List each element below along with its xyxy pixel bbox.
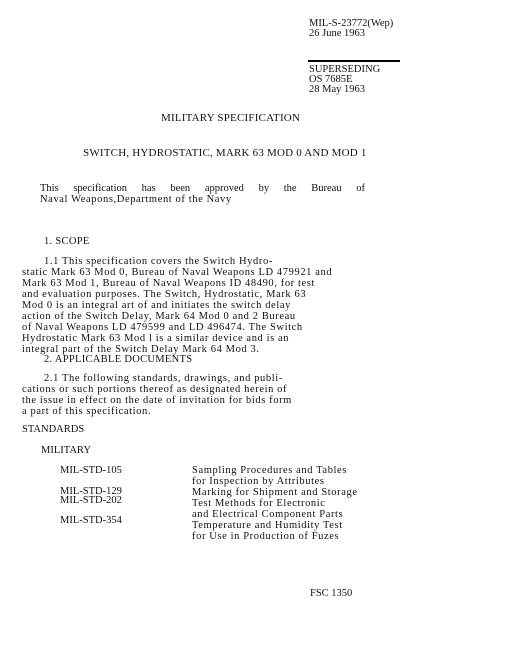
document-number: MIL-S-23772(Wep): [309, 18, 394, 29]
standard-id: MIL-STD-129: [60, 486, 122, 497]
paragraph-line: Hydrostatic Mark 63 Mod l is a similar device and is an: [22, 333, 290, 344]
paragraph-line: the issue in effect on the date of invitation for bids form: [22, 395, 292, 406]
military-sublabel: MILITARY: [41, 445, 91, 456]
description-line: Sampling Procedures and Tables: [192, 465, 348, 476]
paragraph-line: a part of this specification.: [22, 406, 152, 417]
paragraph-line: 1.1 This specification covers the Switch Hydro-: [44, 256, 273, 267]
description-line: for Use in Production of Fuzes: [192, 531, 340, 542]
spec-type-title: MILITARY SPECIFICATION: [161, 112, 301, 124]
description-line: Test Methods for Electronic: [192, 498, 326, 509]
section-2-paragraph: [22, 373, 292, 417]
standard-id: MIL-STD-202: [60, 495, 122, 506]
fsc-code: FSC 1350: [310, 588, 353, 599]
approval-line-1: This specification has been approved by the Bureau of: [40, 183, 365, 194]
section-2-heading: 2. APPLICABLE DOCUMENTS: [44, 354, 193, 365]
section-1-paragraph: [22, 256, 332, 355]
section-1-heading: 1. SCOPE: [44, 236, 90, 247]
superseded-date: 28 May 1963: [309, 84, 365, 95]
standard-description: [192, 520, 343, 542]
document-date: 26 June 1963: [309, 28, 365, 39]
paragraph-line: 2.1 The following standards, drawings, and publi-: [44, 373, 283, 384]
paragraph-line: action of the Switch Delay, Mark 64 Mod 0 and 2 Bureau: [22, 311, 296, 322]
description-line: Marking for Shipment and Storage: [192, 487, 358, 498]
paragraph-line: cations or such portions thereof as designated herein of: [22, 384, 288, 395]
superseding-label: SUPERSEDING: [309, 64, 381, 75]
approval-line-2: Naval Weapons,Department of the Navy: [40, 194, 232, 205]
standard-id: MIL-STD-354: [60, 515, 122, 526]
paragraph-line: Mod 0 is an integral art of and initiates the switch delay: [22, 300, 291, 311]
superseded-document: OS 7685E: [309, 74, 353, 85]
standard-description: [192, 498, 343, 520]
paragraph-line: static Mark 63 Mod 0, Bureau of Naval Weapons LD 479921 and: [22, 267, 333, 278]
standards-label: STANDARDS: [22, 424, 85, 435]
paragraph-line: of Naval Weapons LD 479599 and LD 496474. The Switch: [22, 322, 303, 333]
description-line: for Inspection by Attributes: [192, 476, 325, 487]
description-line: and Electrical Component Parts: [192, 509, 344, 520]
standard-description: [192, 487, 358, 498]
paragraph-line: integral part of the Switch Delay Mark 64 Mod 3.: [22, 344, 260, 355]
standard-description: [192, 465, 347, 487]
spec-subject-title: SWITCH, HYDROSTATIC, MARK 63 MOD 0 AND MOD 1: [83, 147, 367, 159]
standard-id: MIL-STD-105: [60, 465, 122, 476]
paragraph-line: Mark 63 Mod 1, Bureau of Naval Weapons ID 48490, for test: [22, 278, 315, 289]
header-rule: [308, 60, 400, 62]
paragraph-line: and evaluation purposes. The Switch, Hydrostatic, Mark 63: [22, 289, 307, 300]
description-line: Temperature and Humidity Test: [192, 520, 343, 531]
